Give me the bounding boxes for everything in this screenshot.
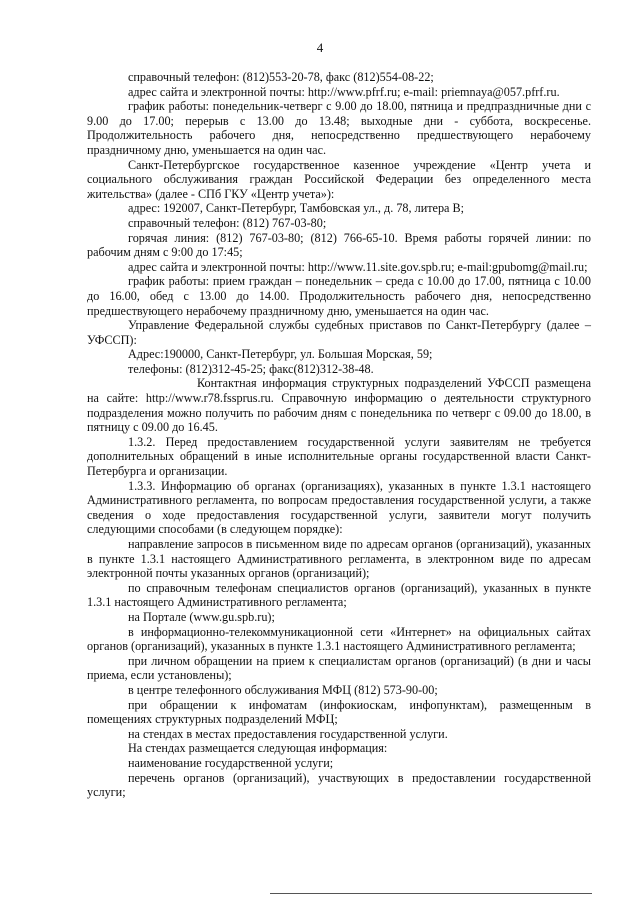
document-body — [87, 70, 591, 800]
list-item-mfc-call-center: в центре телефонного обслуживания МФЦ (812) 573-90-00; — [128, 682, 438, 697]
paragraph-1-3-3: 1.3.3. Информацию об органах (организациях), указанных в пункте 1.3.1 настоящего Административного регламента, по вопросам предоставления государственной услуги, а также сведения о ходе предоставления государственной услуги, заявители могут получить следующими способами (в следующем порядке): — [87, 478, 591, 537]
paragraph-ufssp-phones: телефоны: (812)312-45-25; факс(812)312-38-48. — [128, 361, 374, 376]
paragraph-1-3-2: 1.3.2. Перед предоставлением государственной услуги заявителям не требуется дополнительных обращений в иные исполнительные органы государственной власти Санкт-Петербурга и организации. — [87, 434, 591, 479]
paragraph-ufssp-name: Управление Федеральной службы судебных приставов по Санкт-Петербургу (далее – УФССП): — [87, 318, 591, 347]
list-item-stands: на стендах в местах предоставления государственной услуги. — [128, 726, 448, 741]
page-bottom-divider — [270, 893, 592, 894]
paragraph-ufssp-address: Адрес:190000, Санкт-Петербург, ул. Большая Морская, 59; — [128, 347, 433, 362]
paragraph-phone-fax: справочный телефон: (812)553-20-78, факс (812)554-08-22; — [128, 70, 434, 84]
page-number: 4 — [316, 40, 324, 55]
paragraph-center-site-email: адрес сайта и электронной почты: http://www.11.site.gov.spb.ru; e-mail:gpubomg@mail.ru; — [128, 259, 588, 274]
list-item-personal-visit: при личном обращении на прием к специалистам органов (организаций) (в дни и часы приема, если установлены); — [87, 653, 591, 683]
paragraph-center-name: Санкт-Петербургское государственное казенное учреждение «Центр учета и социального обслуживания граждан Российской Федерации без определенного места жительства» (далее - СПб ГКУ «Центр учета»): — [87, 157, 591, 201]
paragraph-center-schedule: график работы: прием граждан – понедельник – среда с 10.00 до 17.00, пятница с 10.00 до 16.00, обед с 13.00 до 14.00. Продолжительность рабочего дня, непосредственно предшествующего нерабочему праздничному дню, уменьшается на один час. — [87, 274, 591, 318]
list-item-participating-bodies: перечень органов (организаций), участвующих в предоставлении государственной услуги; — [87, 770, 591, 800]
list-item-service-name: наименование государственной услуги; — [128, 755, 334, 770]
list-item-internet: в информационно-телекоммуникационной сети «Интернет» на официальных сайтах органов (организаций), указанных в пункте 1.3.1 настоящего Административного регламента; — [87, 624, 591, 654]
list-item-written-requests: направление запросов в письменном виде по адресам органов (организаций), указанных в пункте 1.3.1 настоящего Административного регламента, в электронном виде по адресам электронной почты указанных органов (организаций); — [87, 537, 591, 581]
paragraph-center-phone: справочный телефон: (812) 767-03-80; — [128, 215, 327, 230]
paragraph-stands-info: На стендах размещается следующая информация: — [128, 741, 388, 756]
paragraph-hotline: горячая линия: (812) 767-03-80; (812) 766-65-10. Время работы горячей линии: по рабочим дням с 9:00 до 17:45; — [87, 230, 591, 260]
list-item-infomats: при обращении к инфоматам (инфокиоскам, инфопунктам), размещенным в помещениях структурных подразделений МФЦ; — [87, 697, 591, 727]
paragraph-schedule-pfr: график работы: понедельник-четверг с 9.00 до 18.00, пятница и предпраздничные дни с 9.00 до 17.00; перерыв с 13.00 до 13.48; выходные дни - суббота, воскресенье. Продолжительность рабочего дня, непосредственно предшествующего нерабочему праздничному дню, уменьшается на один час. — [87, 99, 591, 157]
paragraph-site-email: адрес сайта и электронной почты: http://www.pfrf.ru; e-mail: priemnaya@057.pfrf.ru. — [128, 84, 560, 99]
paragraph-ufssp-contacts: Контактная информация структурных подразделений УФССП размещена на сайте: http://www.r78.fssprus.ru. Справочную информацию о деятельности структурного подразделения можно получить по рабочим дням с понедельника по четверг с 09.00 до 18.00, в пятницу с 09.00 до 16.45. — [87, 376, 591, 435]
list-item-phones: по справочным телефонам специалистов органов (организаций), указанных в пункте 1.3.1 настоящего Административного регламента; — [87, 580, 591, 610]
list-item-portal: на Портале (www.gu.spb.ru); — [128, 609, 275, 624]
paragraph-center-address: адрес: 192007, Санкт-Петербург, Тамбовская ул., д. 78, литера В; — [128, 201, 465, 216]
